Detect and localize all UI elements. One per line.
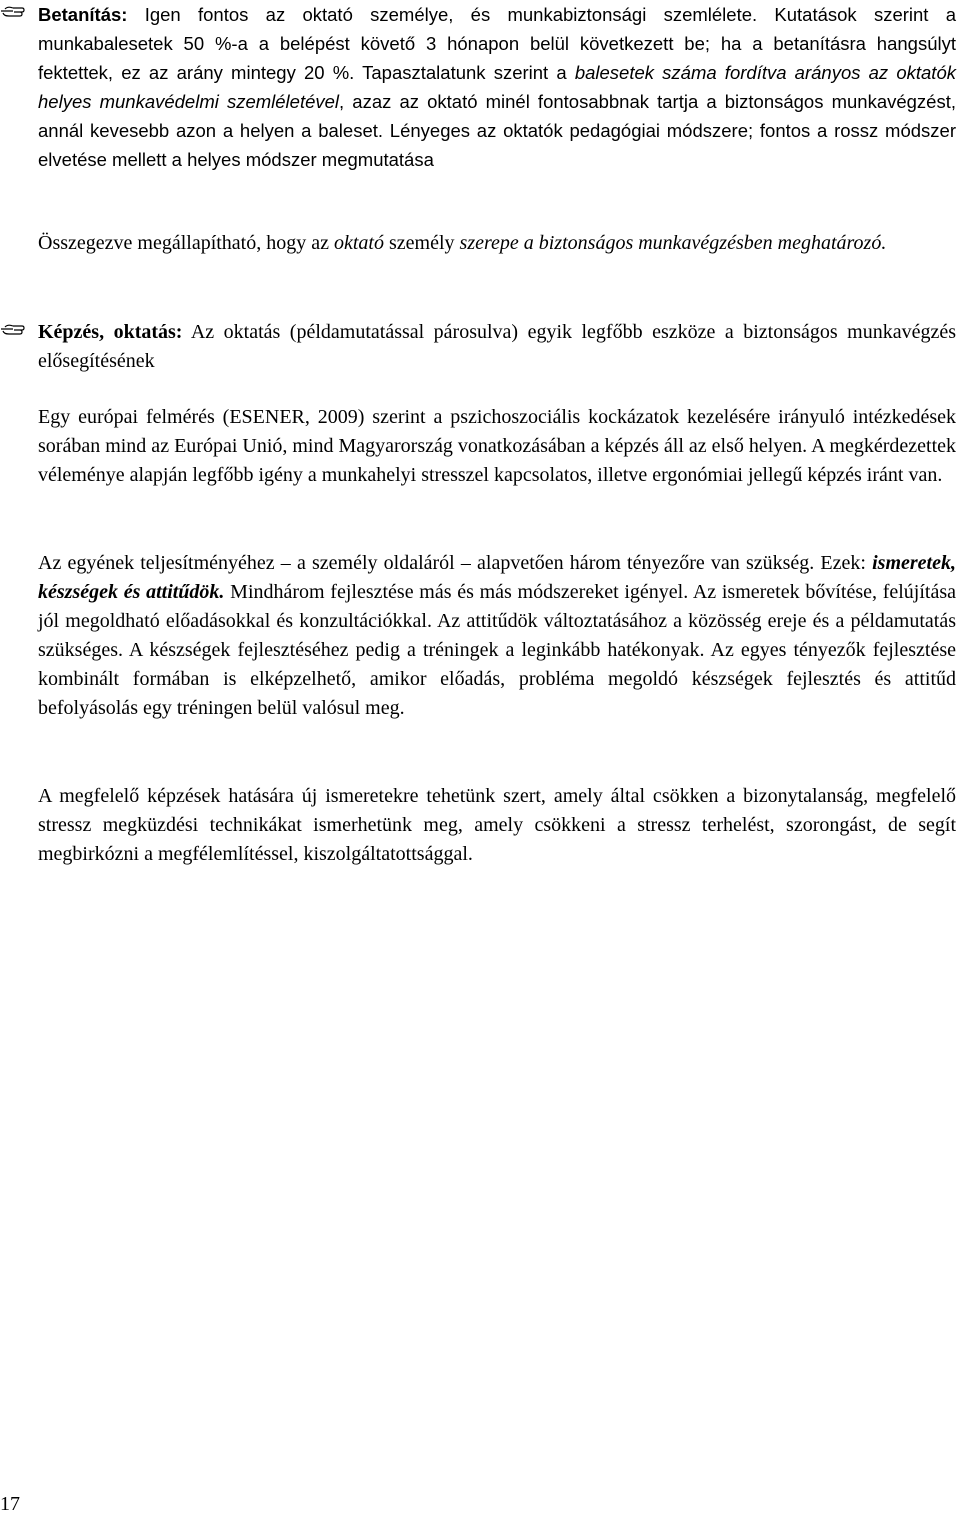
summary-text-start: Összegezve megállapítható, hogy az	[38, 232, 334, 254]
section-betanitas	[38, 0, 956, 174]
factors-paragraph-block	[38, 549, 956, 723]
esener-paragraph-block	[38, 403, 956, 490]
pointing-hand-icon	[0, 322, 26, 342]
betanitas-text-3: Lényeges az oktatók pedagógiai módszere; fontos a rossz módszer elvetése mellett a helyes módszer megmutatása	[38, 120, 956, 170]
summary-italic-oktato: oktató	[334, 232, 384, 254]
factors-text-rest: Mindhárom fejlesztése más és más módszereket igényel. Az ismeretek bővítése, felújítása jól megoldható előadásokkal és konzultációkkal. Az attitűdök változtatásához a közösség ereje és a példamutatás szükséges. A készségek fejlesztéséhez pedig a tréningek a leginkább hatékonyak. Az egyes tényezők fejlesztése kombinált formában is elképzelhető, amikor előadás, probléma megoldó készségek fejlesztés és attitűd befolyásolás egy tréningen belül valósul meg.	[38, 581, 956, 719]
esener-paragraph: Egy európai felmérés (ESENER, 2009) szerint a pszichoszociális kockázatok kezelésére irányuló intézkedések sorában mind az Európai Unió, mind Magyarország vonatkozásában a képzés áll az első helyen. A megkérdezettek véleménye alapján legfőbb igény a munkahelyi stresszel kapcsolatos, illetve ergonómiai jellegű képzés iránt van.	[38, 406, 956, 486]
factors-bold-italic: ismeretek, készségek és attitűdök.	[38, 552, 956, 603]
summary-paragraph	[38, 229, 956, 258]
kepzes-intro-text: Az oktatás (példamutatással párosulva) egyik legfőbb eszköze a biztonságos munkavégzés elősegítésének	[38, 321, 956, 372]
pointing-hand-icon	[0, 4, 26, 24]
kepzes-heading: Képzés, oktatás:	[38, 321, 183, 343]
betanitas-heading: Betanítás:	[38, 4, 128, 25]
training-effect-paragraph-block	[38, 782, 956, 869]
summary-paragraph-block	[38, 229, 956, 258]
summary-text-mid: személy	[384, 232, 460, 254]
summary-italic-end: szerepe a biztonságos munkavégzésben meghatározó.	[459, 232, 887, 254]
kepzes-intro-paragraph	[38, 318, 956, 376]
factors-paragraph	[38, 549, 956, 723]
betanitas-text-1: Igen fontos az oktató személye, és munkabiztonsági szemlélete. Kutatások szerint a munkabalesetek 50 %-a a belépést követő 3 hónapon belül következett be; ha a betanításra hangsúlyt fektettek, ez az arány mintegy 20 %. Tapasztalatunk szerint a	[38, 4, 956, 83]
page-number: 17	[0, 1493, 20, 1515]
betanitas-text-2: , azaz az oktató minél fontosabbnak tartja a biztonságos munkavégzést, annál kevesebb azon a helyen a baleset.	[38, 91, 956, 141]
betanitas-italic-phrase: balesetek száma fordítva arányos az oktatók helyes munkavédelmi szemléletével	[38, 62, 956, 112]
training-effect-paragraph: A megfelelő képzések hatására új ismeretekre tehetünk szert, amely által csökken a bizonytalanság, megfelelő stressz megküzdési technikákat ismerhetünk meg, amely csökkeni a stressz terhelést, szorongást, de segít megbirkózni a megfélemlítéssel, kiszolgáltatottsággal.	[38, 785, 956, 865]
betanitas-paragraph	[38, 0, 956, 174]
section-kepzes	[38, 318, 956, 376]
factors-text-start: Az egyének teljesítményéhez – a személy oldaláról – alapvetően három tényezőre van szükség. Ezek:	[38, 552, 873, 574]
